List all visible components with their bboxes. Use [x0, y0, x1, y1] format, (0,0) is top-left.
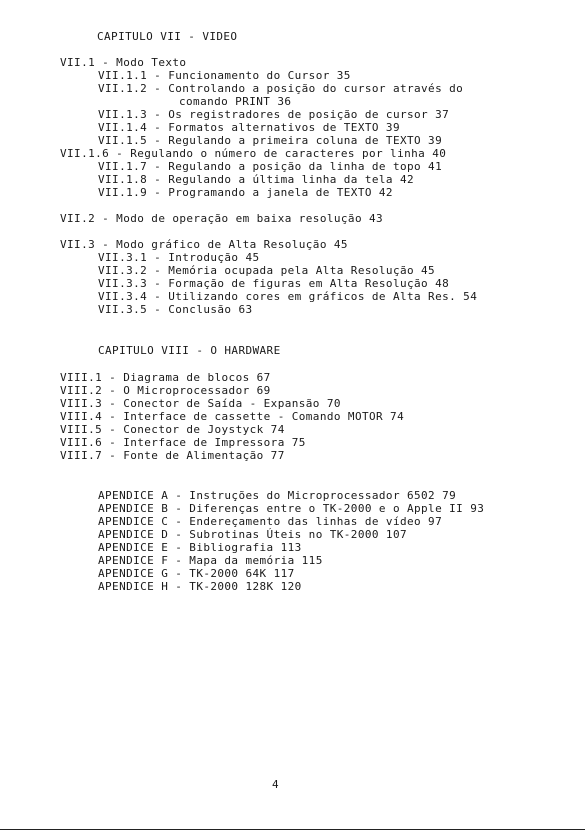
- appendix-g: APENDICE G - TK-2000 64K 117: [98, 567, 295, 580]
- toc-entry-viii-5: VIII.5 - Conector de Joystyck 74: [60, 423, 285, 436]
- toc-entry-vii-1-4: VII.1.4 - Formatos alternativos de TEXTO 39: [98, 121, 400, 134]
- toc-entry-vii-3: VII.3 - Modo gráfico de Alta Resolução 45: [60, 238, 348, 251]
- appendix-h: APENDICE H - TK-2000 128K 120: [98, 580, 302, 593]
- appendix-e: APENDICE E - Bibliografia 113: [98, 541, 302, 554]
- toc-entry-vii-1-8: VII.1.8 - Regulando a última linha da tela 42: [98, 173, 415, 186]
- appendix-f: APENDICE F - Mapa da memória 115: [98, 554, 323, 567]
- toc-entry-vii-1-6: VII.1.6 - Regulando o número de caracteres por linha 40: [60, 147, 447, 160]
- toc-entry-vii-1-7: VII.1.7 - Regulando a posição da linha de topo 41: [98, 160, 443, 173]
- appendix-a: APENDICE A - Instruções do Microprocessador 6502 79: [98, 489, 457, 502]
- chapter-vii-title: CAPITULO VII - VIDEO: [97, 30, 238, 43]
- toc-entry-vii-1-5: VII.1.5 - Regulando a primeira coluna de TEXTO 39: [98, 134, 443, 147]
- appendix-d: APENDICE D - Subrotinas Úteis no TK-2000 107: [98, 528, 407, 541]
- toc-entry-vii-1-3: VII.1.3 - Os registradores de posição de cursor 37: [98, 108, 450, 121]
- toc-entry-viii-6: VIII.6 - Interface de Impressora 75: [60, 436, 306, 449]
- toc-entry-viii-7: VIII.7 - Fonte de Alimentação 77: [60, 449, 285, 462]
- bottom-rule: [0, 829, 585, 830]
- toc-entry-vii-1-2: VII.1.2 - Controlando a posição do cursor através do: [98, 82, 464, 95]
- toc-entry-viii-1: VIII.1 - Diagrama de blocos 67: [60, 371, 271, 384]
- toc-entry-viii-3: VIII.3 - Conector de Saída - Expansão 70: [60, 397, 341, 410]
- appendix-b: APENDICE B - Diferenças entre o TK-2000 e o Apple II 93: [98, 502, 485, 515]
- toc-entry-vii-3-3: VII.3.3 - Formação de figuras em Alta Resolução 48: [98, 277, 450, 290]
- chapter-viii-title: CAPITULO VIII - O HARDWARE: [98, 344, 281, 357]
- toc-entry-vii-1-9: VII.1.9 - Programando a janela de TEXTO 42: [98, 186, 393, 199]
- toc-entry-viii-2: VIII.2 - O Microprocessador 69: [60, 384, 271, 397]
- toc-entry-vii-3-4: VII.3.4 - Utilizando cores em gráficos de Alta Res. 54: [98, 290, 478, 303]
- toc-entry-vii-2: VII.2 - Modo de operação em baixa resolução 43: [60, 212, 384, 225]
- toc-entry-vii-1-2-cont: comando PRINT 36: [179, 95, 292, 108]
- page-number: 4: [272, 778, 279, 791]
- appendix-c: APENDICE C - Endereçamento das linhas de vídeo 97: [98, 515, 443, 528]
- toc-entry-vii-3-1: VII.3.1 - Introdução 45: [98, 251, 260, 264]
- toc-entry-vii-1-1: VII.1.1 - Funcionamento do Cursor 35: [98, 69, 351, 82]
- toc-entry-vii-3-2: VII.3.2 - Memória ocupada pela Alta Resolução 45: [98, 264, 436, 277]
- toc-entry-vii-3-5: VII.3.5 - Conclusão 63: [98, 303, 253, 316]
- toc-entry-viii-4: VIII.4 - Interface de cassette - Comando MOTOR 74: [60, 410, 405, 423]
- toc-entry-vii-1: VII.1 - Modo Texto: [60, 56, 187, 69]
